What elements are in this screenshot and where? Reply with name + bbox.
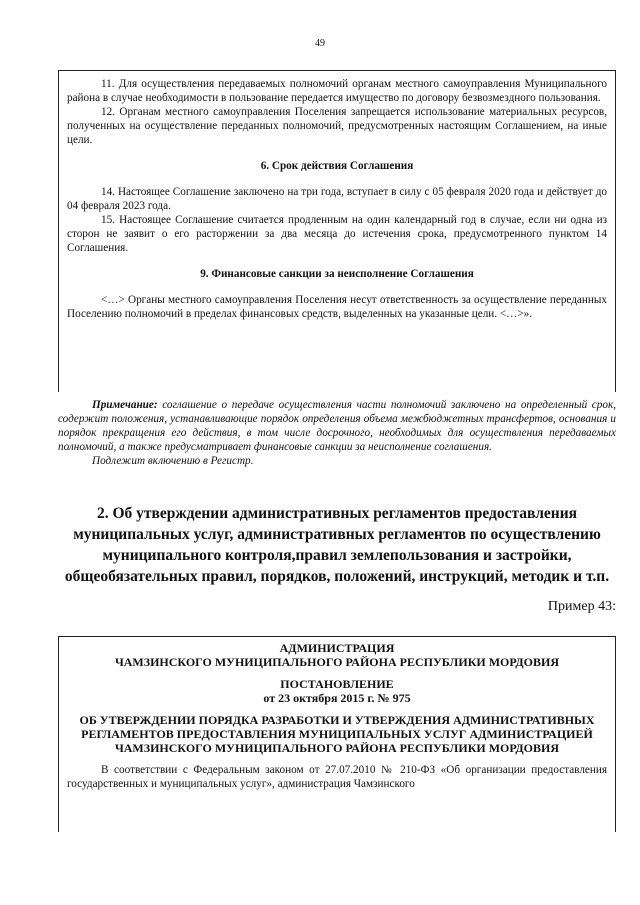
clause-11: 11. Для осуществления передаваемых полномочий органам местного самоуправления Муниципального района в случае необходимости в пользование передается имущество по договору безвозмездного пользования. (67, 78, 607, 104)
note-block (58, 398, 616, 468)
clause-14: 14. Настоящее Соглашение заключено на три года, вступает в силу с 05 февраля 2020 года и действует до 04 февраля 2023 года. (67, 186, 607, 212)
doc-date: от 23 октября 2015 г. № 975 (263, 691, 411, 705)
section-title: 2. Об утверждении административных регламентов предоставления муниципальных услуг, административных регламентов по осуществлению муниципального контроля,правил землепользования и застройки, общеобязательных правил, порядков, положений, инструкций, методик и т.п. (64, 505, 610, 585)
registry-note: Подлежит включению в Регистр. (92, 455, 254, 467)
note-text: соглашение о передаче осуществления части полномочий заключено на определенный срок, содержит положения, устанавливающие порядок определения объема межбюджетных трансфертов, основания и порядок прекращения его действия, в том числе досрочного, необходимых для осуществления передаваемых полномочий, а также предусматривает финансовые санкции за неисполнение соглашения. (58, 399, 616, 453)
note-paragraph (58, 398, 616, 454)
org-line-1: АДМИНИСТРАЦИЯ (279, 641, 395, 655)
heading-term: 6. Срок действия Соглашения (260, 160, 414, 172)
org-line-2: ЧАМЗИНСКОГО МУНИЦИПАЛЬНОГО РАЙОНА РЕСПУБЛИКИ МОРДОВИЯ (114, 655, 560, 669)
example-label: Пример 43: (547, 599, 616, 614)
clause-12: 12. Органам местного самоуправления Поселения запрещается использование материальных ресурсов, полученных на осуществление переданных полномочий, предусмотренных настоящим Соглашением, на иные цели. (67, 106, 607, 146)
note-label: Примечание: (92, 399, 158, 411)
agreement-excerpt-box (58, 70, 616, 392)
resolution-excerpt-box (58, 636, 616, 832)
clause-sanctions: <…> Органы местного самоуправления Поселения несут ответственность за осуществление переданных Поселению полномочий в пределах финансовых средств, выделенных на указанные цели. <…>». (67, 294, 607, 320)
heading-sanctions: 9. Финансовые санкции за неисполнение Соглашения (200, 268, 474, 280)
doc-type: ПОСТАНОВЛЕНИЕ (280, 677, 394, 691)
resolution-body: В соответствии с Федеральным законом от 27.07.2010 № 210-ФЗ «Об организации предоставления государственных и муниципальных услуг», администрация Чамзинского (67, 764, 607, 790)
page-number: 49 (315, 38, 325, 49)
clause-15: 15. Настоящее Соглашение считается продленным на один календарный год в случае, если ни одна из сторон не заявит о его расторжении за два месяца до истечения срока, предусмотренного пунктом 14 Соглашения. (67, 214, 607, 254)
doc-title: ОБ УТВЕРЖДЕНИИ ПОРЯДКА РАЗРАБОТКИ И УТВЕРЖДЕНИЯ АДМИНИСТРАТИВНЫХ РЕГЛАМЕНТОВ ПРЕДОСТАВЛЕНИЯ МУНИЦИПАЛЬНЫХ УСЛУГ АДМИНИСТРАЦИЕЙ ЧАМЗИНСКОГО МУНИЦИПАЛЬНОГО РАЙОНА РЕСПУБЛИКИ МОРДОВИЯ (79, 713, 595, 755)
